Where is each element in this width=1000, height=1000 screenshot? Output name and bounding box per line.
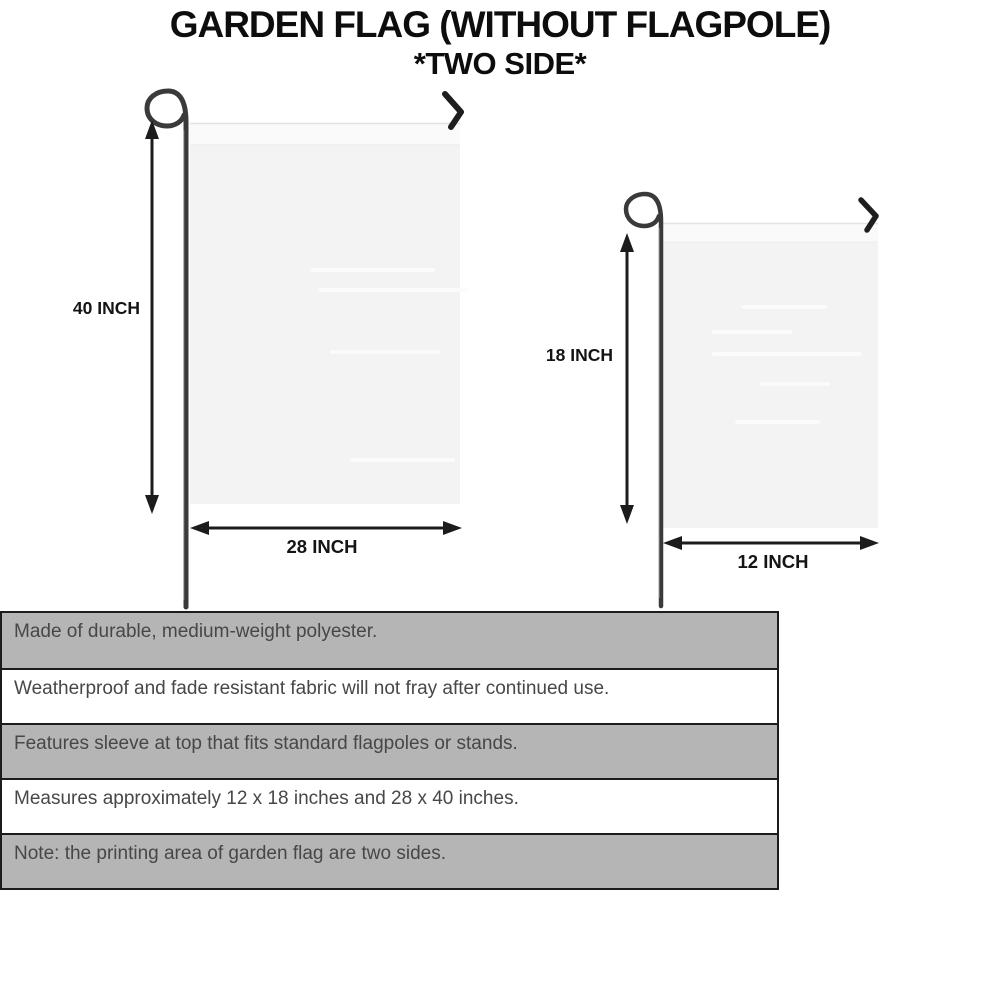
small-flag-fabric	[663, 223, 878, 528]
small-flag-height-arrow	[620, 233, 634, 524]
small-flag-width-arrow	[663, 536, 879, 550]
large-flag-group	[145, 91, 468, 607]
large-flag-hook-icon	[445, 94, 461, 127]
feature-text: Features sleeve at top that fits standard flagpoles or stands.	[14, 733, 518, 754]
feature-row-weatherproof	[2, 668, 777, 723]
small-flag-sleeve	[663, 224, 878, 242]
feature-text: Note: the printing area of garden flag are two sides.	[14, 843, 446, 864]
large-flag-height-arrow	[145, 120, 159, 514]
large-flag-fabric	[190, 123, 460, 504]
large-flag-sleeve	[190, 124, 460, 144]
feature-row-note	[2, 833, 777, 888]
title-line-2: *TWO SIDE*	[413, 45, 587, 81]
large-flag-width-arrow	[190, 521, 462, 535]
feature-text: Made of durable, medium-weight polyester.	[14, 621, 378, 642]
feature-text: Weatherproof and fade resistant fabric will not fray after continued use.	[14, 678, 610, 699]
feature-row-material	[2, 613, 777, 668]
feature-row-sleeve	[2, 723, 777, 778]
feature-text: Measures approximately 12 x 18 inches and 28 x 40 inches.	[14, 788, 519, 809]
large-flag-width-label: 28 INCH	[286, 536, 358, 557]
feature-list	[0, 611, 779, 890]
feature-row-measurements	[2, 778, 777, 833]
small-flag-group	[620, 194, 879, 606]
large-flag-height-label: 40 INCH	[72, 298, 140, 318]
title-line-1: GARDEN FLAG (WITHOUT FLAGPOLE)	[169, 4, 831, 45]
small-flag-pole	[626, 194, 661, 606]
small-flag-width-label: 12 INCH	[737, 551, 809, 572]
small-flag-height-label: 18 INCH	[545, 345, 613, 365]
